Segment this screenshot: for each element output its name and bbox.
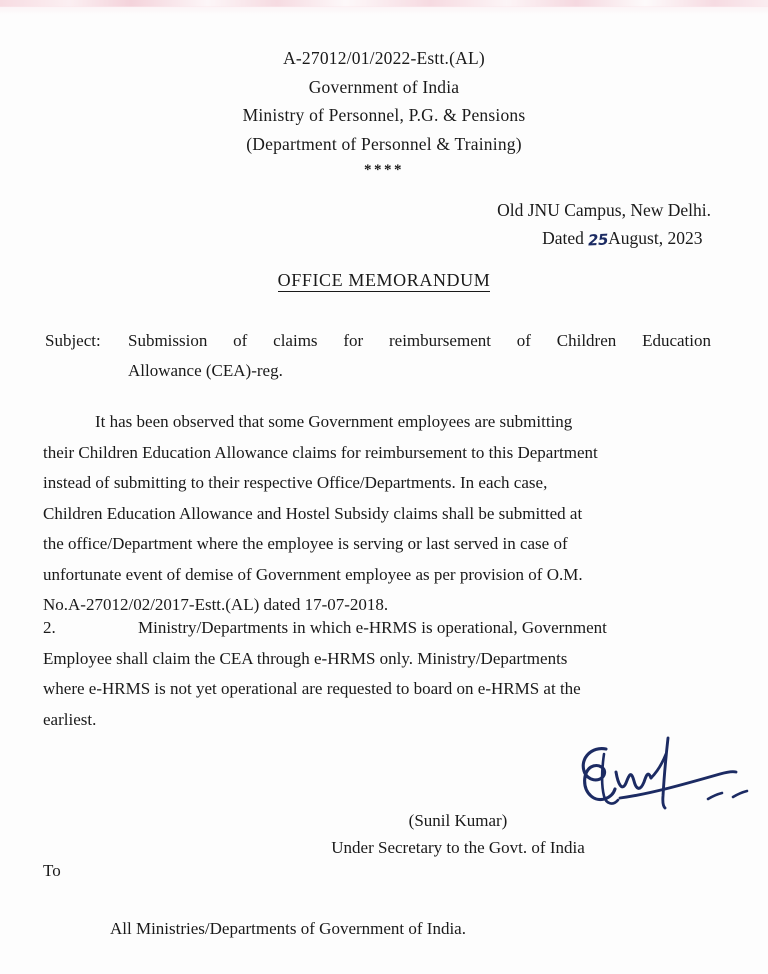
- paragraph-2: [43, 613, 711, 735]
- dated-label: Dated: [542, 228, 584, 248]
- paragraph-1-line-1-text: It has been observed that some Government employees are submitting: [95, 412, 573, 431]
- date-rest: August, 2023: [608, 228, 703, 248]
- department-name: (Department of Personnel & Training): [246, 133, 522, 154]
- paragraph-1-line-4: Children Education Allowance and Hostel Subsidy claims shall be submitted at: [43, 503, 583, 523]
- paragraph-2-line-2: Employee shall claim the CEA through e-HRMS only. Ministry/Departments: [43, 648, 568, 668]
- ministry-name: Ministry of Personnel, P.G. & Pensions: [242, 105, 526, 125]
- paragraph-1-line-7: No.A-27012/02/2017-Estt.(AL) dated 17-07-2018.: [43, 595, 389, 614]
- to-label: To: [43, 861, 61, 880]
- address-date-block: [497, 196, 711, 253]
- signatory-designation: Under Secretary to the Govt. of India: [331, 838, 585, 857]
- letterhead: [0, 44, 768, 182]
- document-title-text: OFFICE MEMORANDUM: [277, 270, 491, 290]
- paragraph-2-line-3: where e-HRMS is not yet operational are requested to board on e-HRMS at the: [43, 679, 581, 698]
- paragraph-2-number: 2.: [43, 618, 56, 637]
- paragraph-1: [43, 407, 711, 621]
- paragraph-2-line-1-text: Ministry/Departments in which e-HRMS is operational, Government: [138, 618, 607, 637]
- file-number: A-27012/01/2022-Estt.(AL): [283, 48, 485, 68]
- subject-block: [45, 326, 711, 386]
- paragraph-1-line-2: their Children Education Allowance claims for reimbursement to this Department: [43, 442, 598, 462]
- document-title: [0, 270, 768, 291]
- government-name: Government of India: [308, 76, 460, 97]
- subject-text: [128, 326, 711, 386]
- subject-line-1: Submission of claims for reimbursement of Children Education: [128, 331, 711, 350]
- paragraph-2-line-1: [43, 613, 711, 644]
- paragraph-1-line-3: instead of submitting to their respective Office/Departments. In each case,: [43, 473, 548, 492]
- signatory-name: (Sunil Kumar): [408, 811, 508, 830]
- date-line: [497, 224, 711, 253]
- subject-line-2: Allowance (CEA)-reg.: [128, 361, 283, 380]
- paragraph-1-line-1: [43, 407, 711, 438]
- recipient-list: [110, 916, 466, 942]
- paragraph-2-line-4: earliest.: [43, 709, 97, 729]
- subject-label: Subject:: [45, 331, 101, 350]
- header-separator: ****: [364, 162, 404, 178]
- handwritten-day: 25: [587, 230, 609, 250]
- paragraph-1-line-5: the office/Department where the employee is serving or last served in case of: [43, 534, 568, 553]
- office-location: Old JNU Campus, New Delhi.: [497, 200, 711, 220]
- paragraph-1-line-6: unfortunate event of demise of Government employee as per provision of O.M.: [43, 564, 583, 584]
- recipient-item: All Ministries/Departments of Government of India.: [110, 919, 466, 938]
- signature-block: [0, 808, 768, 862]
